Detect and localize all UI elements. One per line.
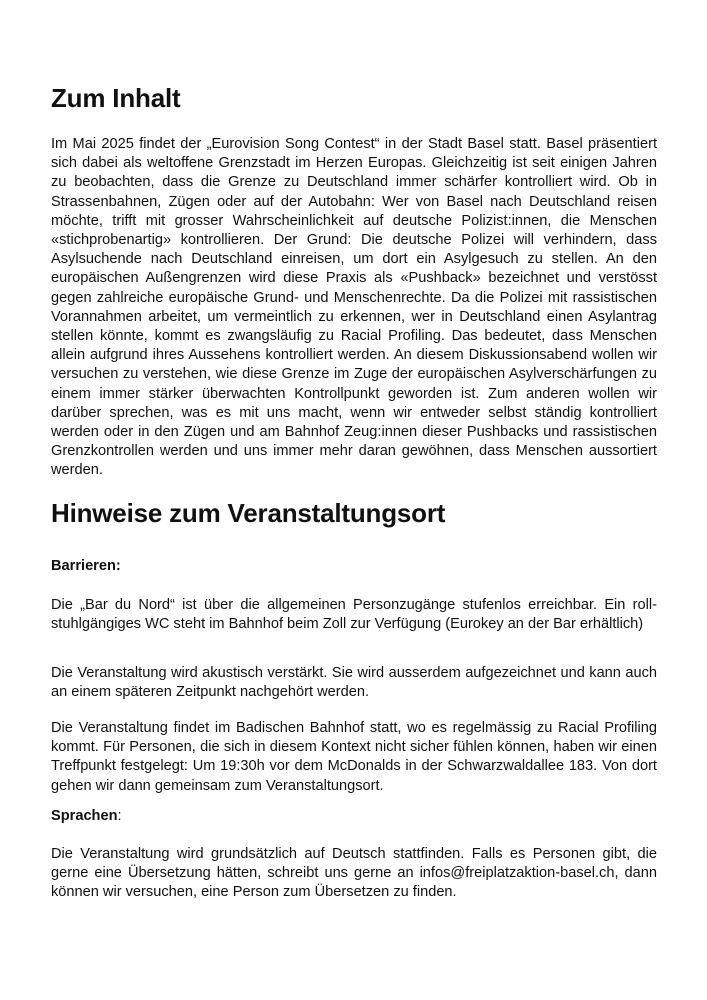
intro-paragraph: Im Mai 2025 findet der „Eurovision Song Contest“ in der Stadt Basel statt. Basel präsentiert sich dabei als weltoffene Grenzstadt im Herzen Europas. Gleichzeitig ist seit einigen Jahren zu beobachten, dass die Grenze zu Deutschland immer schärfer kontrolliert wird. Ob in Strassenbahnen, Zügen oder auf der Autobahn: Wer von Basel nach Deutschland reisen möchte, trifft mit grosser Wahrscheinlichkeit auf deutsche Polizist:innen, die Menschen «stichprobenartig» kontrollieren. Der Grund: Die deutsche Polizei will verhindern, dass Asylsuchende nach Deutschland einreisen, um dort ein Asylgesuch zu stellen. An den europäischen Außengrenzen wird diese Praxis als «Pushback» bezeichnet und verstösst gegen zahlreiche europäische Grund- und Menschenrechte. Da die Polizei mit rassistischen Vorannahmen arbeitet, um vermeintlich zu erkennen, wer in Deutschland einen Asylantrag stellen könnte, kommt es zwangsläufig zu Racial Profiling. Das bedeutet, dass Menschen allein aufgrund ihres Aussehens kontrolliert werden. An diesem Diskussionsabend wollen wir versuchen zu verstehen, wie diese Grenze im Zuge der europäischen Asylverschärfungen zu einem immer stärker überwachten Kontrollpunkt geworden ist. Zum anderen wollen wir darüber sprechen, was es mit uns macht, wenn wir entweder selbst ständig kontrolliert werden oder in den Zügen und am Bahnhof Zeug:innen dieser Pushbacks und rassistischen Grenzkontrollen werden und uns immer mehr daran gewöhnen, dass Menschen aussortiert werden. [51, 136, 657, 479]
barrieren-paragraph-access: Die „Bar du Nord“ ist über die allgemeinen Personzugänge stufenlos erreichbar. Ein rollstuhlgängiges WC steht im Bahnhof beim Zoll zur Verfügung (Eurokey an der Bar erhältlich) [51, 597, 657, 633]
sprachen-label-text: Sprachen [51, 808, 118, 824]
barrieren-label-text: Barrieren: [51, 558, 121, 574]
barrieren-label [51, 557, 121, 576]
sprachen-label-colon: : [117, 808, 122, 824]
sprachen-paragraph: Die Veranstaltung wird grundsätzlich auf Deutsch stattfinden. Falls es Personen gibt, die gerne eine Übersetzung hätten, schreibt uns gerne an infos@freiplatzaktion-basel.ch, dann können wir versuchen, eine Person zum Übersetzen zu finden. [51, 846, 657, 901]
section-title-hinweise: Hinweise zum Veranstaltungsort [51, 498, 446, 528]
barrieren-paragraph-audio: Die Veranstaltung wird akustisch verstärkt. Sie wird ausserdem aufgezeichnet und kann auch an einem späteren Zeitpunkt nachgehört werden. [51, 665, 657, 701]
sprachen-label [51, 807, 122, 826]
section-title-zum-inhalt: Zum Inhalt [51, 83, 181, 113]
barrieren-paragraph-meeting-point: Die Veranstaltung findet im Badischen Bahnhof statt, wo es regelmässig zu Racial Profiling kommt. Für Personen, die sich in diesem Kontext nicht sicher fühlen können, haben wir einen Treffpunkt festgelegt: Um 19:30h vor dem McDonalds in der Schwarzwaldallee 183. Von dort gehen wir dann gemeinsam zum Veranstaltungsort. [51, 720, 657, 794]
